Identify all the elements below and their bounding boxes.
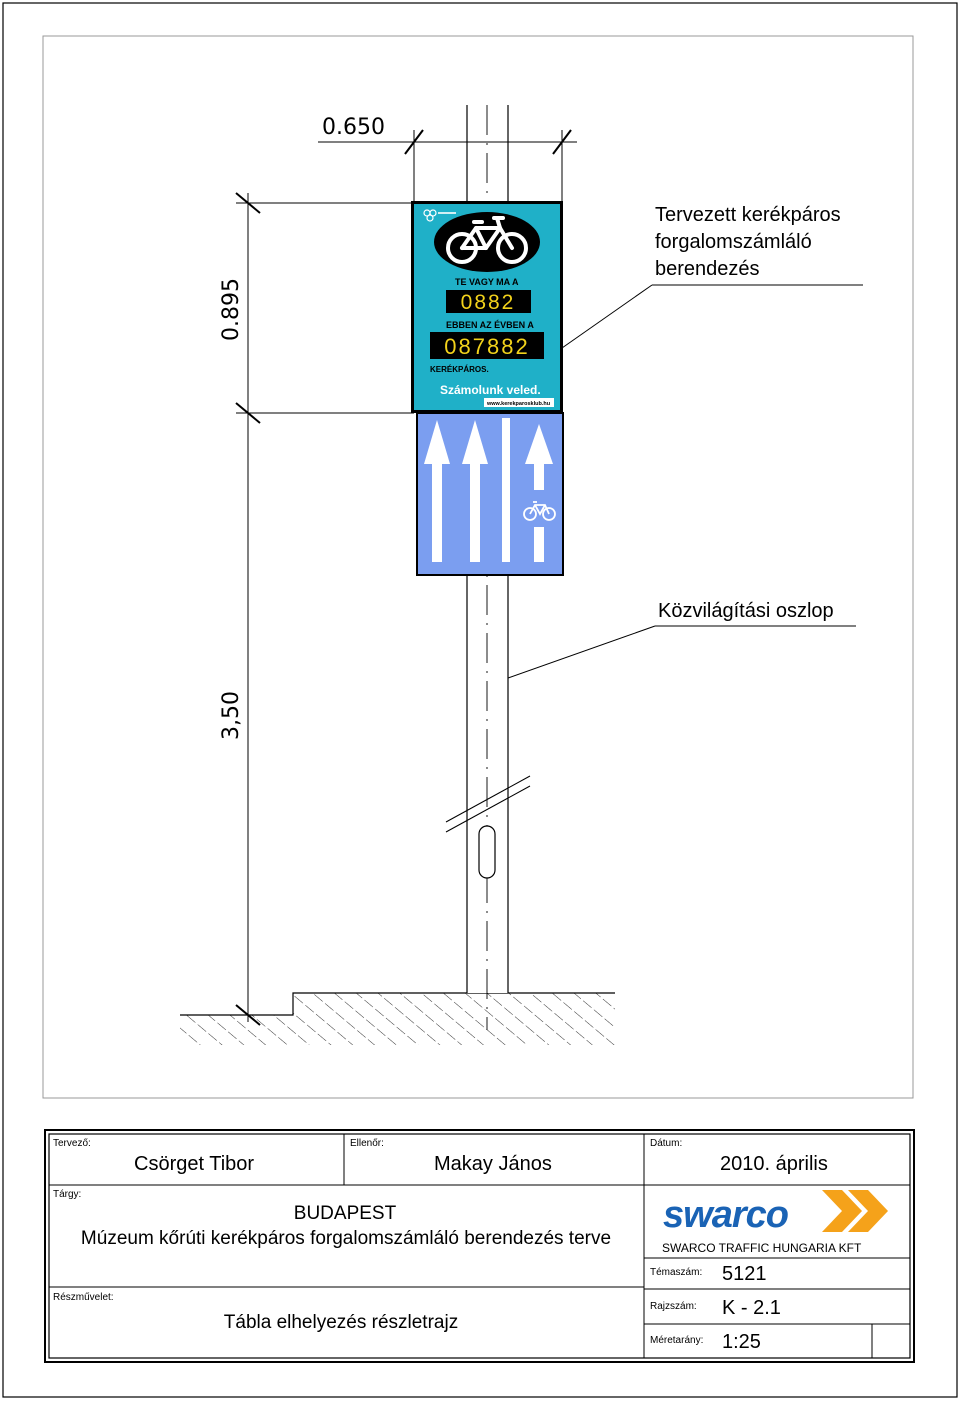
- swarco-logo-text: swarco: [663, 1194, 788, 1236]
- checker-label: Ellenőr:: [350, 1138, 384, 1149]
- pole-leader: [508, 626, 856, 678]
- counter-url: www.kerekparosklub.hu: [487, 401, 551, 407]
- drawing-number: K - 2.1: [722, 1297, 781, 1319]
- date-value: 2010. április: [720, 1153, 828, 1175]
- designer-label: Tervező:: [53, 1138, 91, 1149]
- daily-count: 0882: [460, 291, 516, 314]
- yearly-count: 087882: [444, 334, 530, 359]
- pole-door: [479, 826, 495, 878]
- lane-divider: [502, 418, 510, 562]
- device-label-line1: Tervezett kerékpáros: [655, 204, 841, 226]
- counter-line3: KERÉKPÁROS.: [430, 365, 489, 374]
- swarco-logo-mark-icon: [822, 1190, 888, 1232]
- bicycle-icon: [434, 212, 540, 272]
- scale-label: Méretarány:: [650, 1335, 704, 1346]
- pole-label: Közvilágítási oszlop: [658, 600, 834, 622]
- device-leader: [562, 285, 863, 348]
- drawing-number-label: Rajzszám:: [650, 1301, 697, 1312]
- topic-number-label: Témaszám:: [650, 1267, 703, 1278]
- company-name: SWARCO TRAFFIC HUNGARIA KFT: [662, 1241, 862, 1255]
- subject-city: BUDAPEST: [293, 1203, 397, 1224]
- width-dimension: [318, 115, 577, 203]
- date-label: Dátum:: [650, 1138, 683, 1149]
- height-dimensions: [219, 193, 414, 1025]
- checker-name: Makay János: [434, 1153, 552, 1175]
- subtask-label: Részművelet:: [53, 1292, 114, 1303]
- ground: [180, 993, 615, 1045]
- topic-number: 5121: [722, 1263, 767, 1285]
- bicycle-counter-sign: [411, 201, 563, 413]
- subtask-value: Tábla elhelyezés részletrajz: [223, 1312, 459, 1333]
- counter-line2: EBBEN AZ ÉVBEN A: [446, 320, 534, 330]
- designer-name: Csörget Tibor: [134, 1153, 255, 1175]
- scale-value: 1:25: [722, 1331, 761, 1353]
- subject-title: Múzeum kőrúti kerékpáros forgalomszámláló berendezés terve: [80, 1228, 612, 1249]
- counter-line1: TE VAGY MA A: [455, 277, 519, 287]
- lane-direction-sign: [417, 413, 563, 575]
- subject-label: Tárgy:: [53, 1189, 82, 1200]
- swarco-logo: [663, 1190, 888, 1236]
- counter-slogan: Számolunk veled.: [440, 383, 541, 397]
- mount-height-label: 3,50: [219, 691, 244, 740]
- device-label-line3: berendezés: [655, 258, 760, 280]
- sign-height-label: 0.895: [219, 278, 244, 341]
- device-label-line2: forgalomszámláló: [655, 231, 812, 253]
- sign-width-label: 0.650: [322, 115, 385, 140]
